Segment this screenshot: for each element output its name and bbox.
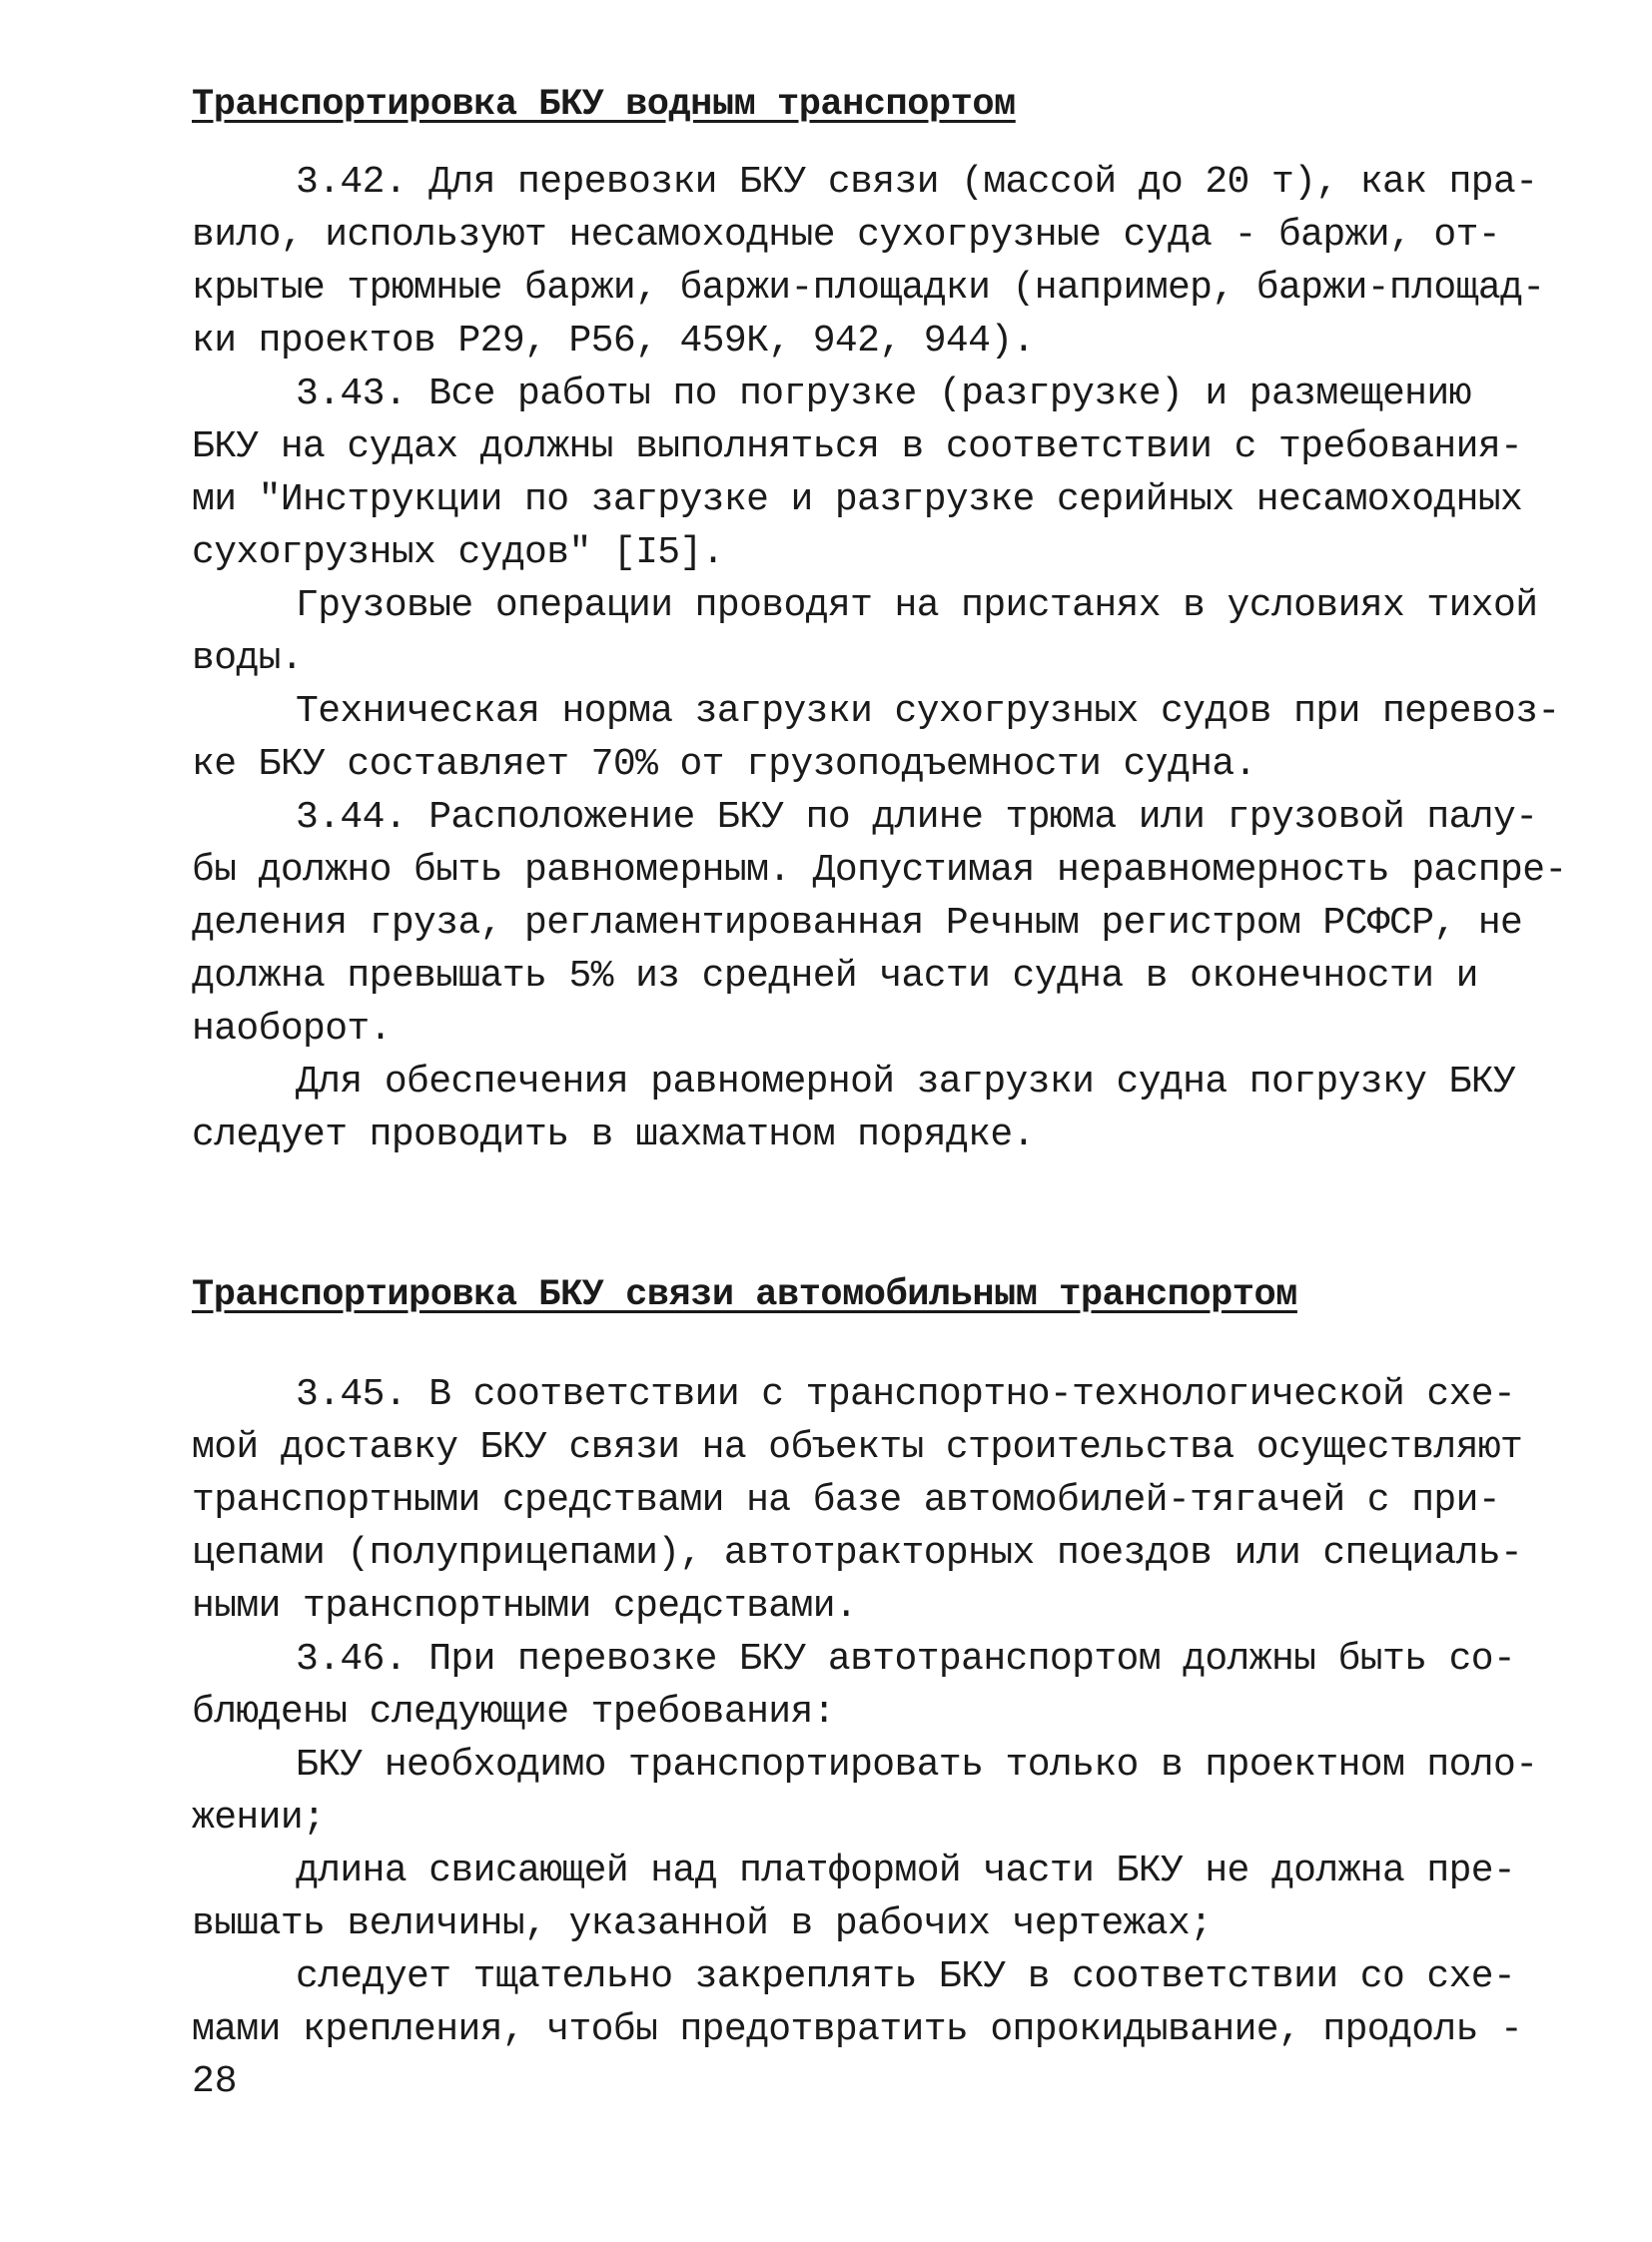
paragraph-line: следует проводить в шахматном порядке. [192,1114,1035,1156]
paragraph-line: бы должно быть равномерным. Допустимая неравномерность распре- [192,849,1567,892]
paragraph-line: БКУ необходимо транспортировать только в проектном поло- [296,1744,1538,1787]
paragraph-line: ке БКУ составляет 70% от грузоподъемности судна. [192,743,1256,786]
page-number: 28 [192,2060,238,2103]
paragraph-line: транспортными средствами на базе автомобилей-тягачей с при- [192,1479,1501,1522]
section-heading-road-transport: Транспортировка БКУ связи автомобильным транспортом [192,1274,1297,1316]
paragraph-line: вило, используют несамоходные сухогрузные суда - баржи, от- [192,214,1501,257]
paragraph-line: Для обеспечения равномерной загрузки судна погрузку БКУ [296,1061,1516,1104]
paragraph-line: сухогрузных судов" [I5]. [192,531,724,574]
section-body-water-transport [192,156,1567,1161]
paragraph-line: ки проектов Р29, Р56, 459К, 942, 944). [192,320,1035,363]
section-body-road-transport [192,1368,1538,2056]
paragraph-line: деления груза, регламентированная Речным регистром РСФСР, не [192,902,1523,945]
paragraph-line: жении; [192,1797,326,1840]
paragraph-line: ми "Инструкции по загрузке и разгрузке серийных несамоходных [192,478,1523,521]
paragraph-line: БКУ на судах должны выполняться в соответствии с требования- [192,425,1523,468]
paragraph-line: следует тщательно закреплять БКУ в соответствии со схе- [296,1955,1516,1998]
paragraph-line: Грузовые операции проводят на пристанях в условиях тихой [296,584,1538,627]
paragraph-line: 3.44. Расположение БКУ по длине трюма или грузовой палу- [296,796,1538,839]
paragraph-line: вышать величины, указанной в рабочих чертежах; [192,1902,1213,1945]
paragraph-line: блюдены следующие требования: [192,1691,835,1734]
paragraph-line: 3.46. При перевозке БКУ автотранспортом должны быть со- [296,1638,1516,1681]
paragraph-line: воды. [192,637,304,680]
paragraph-line: цепами (полуприцепами), автотракторных поездов или специаль- [192,1532,1523,1575]
paragraph-line: мами крепления, чтобы предотвратить опрокидывание, продоль - [192,2008,1523,2051]
paragraph-line: длина свисающей над платформой части БКУ не должна пре- [296,1850,1516,1892]
paragraph-line: наоборот. [192,1008,392,1051]
paragraph-line: мой доставку БКУ связи на объекты строительства осуществляют [192,1426,1523,1469]
paragraph-line: должна превышать 5% из средней части судна в оконечности и [192,955,1478,998]
paragraph-line: крытые трюмные баржи, баржи-площадки (например, баржи-площад- [192,267,1545,310]
paragraph-line: ными транспортными средствами. [192,1585,858,1628]
paragraph-line: 3.45. В соответствии с транспортно-технологической схе- [296,1373,1516,1416]
paragraph-line: Техническая норма загрузки сухогрузных судов при перевоз- [296,690,1560,733]
section-heading-water-transport: Транспортировка БКУ водным транспортом [192,84,1016,126]
paragraph-line: 3.42. Для перевозки БКУ связи (массой до 20 т), как пра- [296,161,1538,204]
paragraph-line: 3.43. Все работы по погрузке (разгрузке) и размещению [296,373,1471,415]
